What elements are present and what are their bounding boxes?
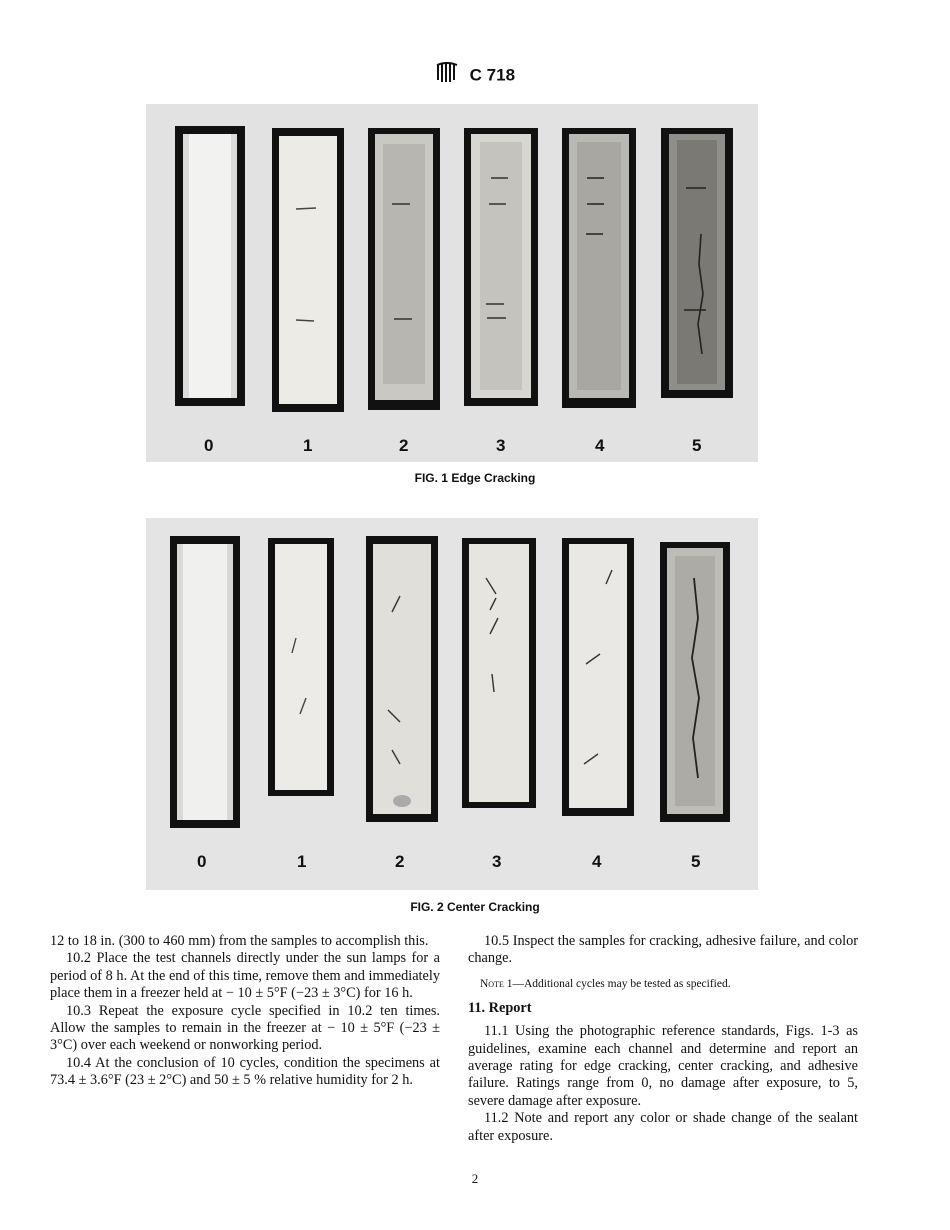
- note-1: [480, 977, 858, 992]
- fig2-specimen-2: [366, 536, 438, 822]
- paragraph-11-1: 11.1 Using the photographic reference standards, Figs. 1-3 as guidelines, examine each channel and determine and report an average rating for edge cracking, center cracking, and adhesive failure. Ratings range from 0, no damage after exposure, to 5, severe damage after exposure.: [468, 1023, 858, 1109]
- paragraph-10-2: 10.2 Place the test channels directly under the sun lamps for a period of 8 h. At the end of this time, remove them and immediately place them in a freezer held at − 10 ± 5°F (−23 ± 3°C) for 16 h.: [50, 950, 440, 1002]
- fig1-specimen-2: [368, 128, 440, 410]
- fig1-rating-3: 3: [496, 436, 506, 455]
- fig2-specimen-3: [462, 538, 536, 808]
- paragraph-11-2: 11.2 Note and report any color or shade change of the sealant after exposure.: [468, 1110, 858, 1144]
- page-header: [0, 62, 950, 88]
- page-number: 2: [471, 1171, 479, 1186]
- fig2-specimen-4: [562, 538, 634, 816]
- paragraph-10-5: 10.5 Inspect the samples for cracking, adhesive failure, and color change.: [468, 933, 858, 967]
- fig1-specimen-5: [661, 128, 733, 398]
- fig2-specimen-5: [660, 542, 730, 822]
- right-column: [468, 933, 858, 1145]
- fig2-specimen-1: [268, 538, 334, 796]
- fig1-rating-2: 2: [399, 436, 409, 455]
- fig1-rating-4: 4: [595, 436, 605, 455]
- figure-2-caption: FIG. 2 Center Cracking: [410, 900, 540, 914]
- fig2-rating-2: 2: [395, 852, 405, 871]
- paragraph-10-1-continued: 12 to 18 in. (300 to 460 mm) from the samples to accomplish this.: [50, 933, 429, 949]
- figure-1-photo: [146, 104, 758, 462]
- left-column: [50, 933, 440, 1090]
- fig2-rating-1: 1: [297, 852, 307, 871]
- fig1-rating-labels: [146, 436, 758, 460]
- figure-1-caption: FIG. 1 Edge Cracking: [414, 471, 536, 485]
- fig2-rating-4: 4: [592, 852, 602, 871]
- fig2-rating-3: 3: [492, 852, 502, 871]
- note-text: 1—Additional cycles may be tested as specified.: [503, 977, 731, 990]
- fig1-specimen-1: [272, 128, 344, 412]
- paragraph-10-3: 10.3 Repeat the exposure cycle specified in 10.2 ten times. Allow the samples to remain in the freezer at − 10 ± 5°F (−23 ± 3°C) over each weekend or nonworking period.: [50, 1002, 440, 1054]
- designation: C 718: [469, 65, 516, 85]
- paragraph-10-4: 10.4 At the conclusion of 10 cycles, condition the specimens at 73.4 ± 3.6°F (23 ± 2°C) and 50 ± 5 % relative humidity for 2 h.: [50, 1054, 440, 1089]
- fig1-rating-5: 5: [692, 436, 702, 455]
- astm-logo-icon: [435, 62, 459, 89]
- fig1-specimen-4: [562, 128, 636, 408]
- fig2-rating-5: 5: [691, 852, 701, 871]
- note-label: Note: [480, 977, 504, 990]
- fig2-rating-labels: [146, 852, 758, 876]
- fig1-rating-1: 1: [303, 436, 313, 455]
- figure-2-photo: [146, 518, 758, 890]
- section-heading-report: 11. Report: [468, 999, 532, 1016]
- fig2-rating-0: 0: [197, 852, 207, 871]
- fig2-specimen-0: [170, 536, 240, 828]
- fig1-rating-0: 0: [204, 436, 214, 455]
- fig1-specimen-0: [175, 126, 245, 406]
- fig1-specimen-3: [464, 128, 538, 406]
